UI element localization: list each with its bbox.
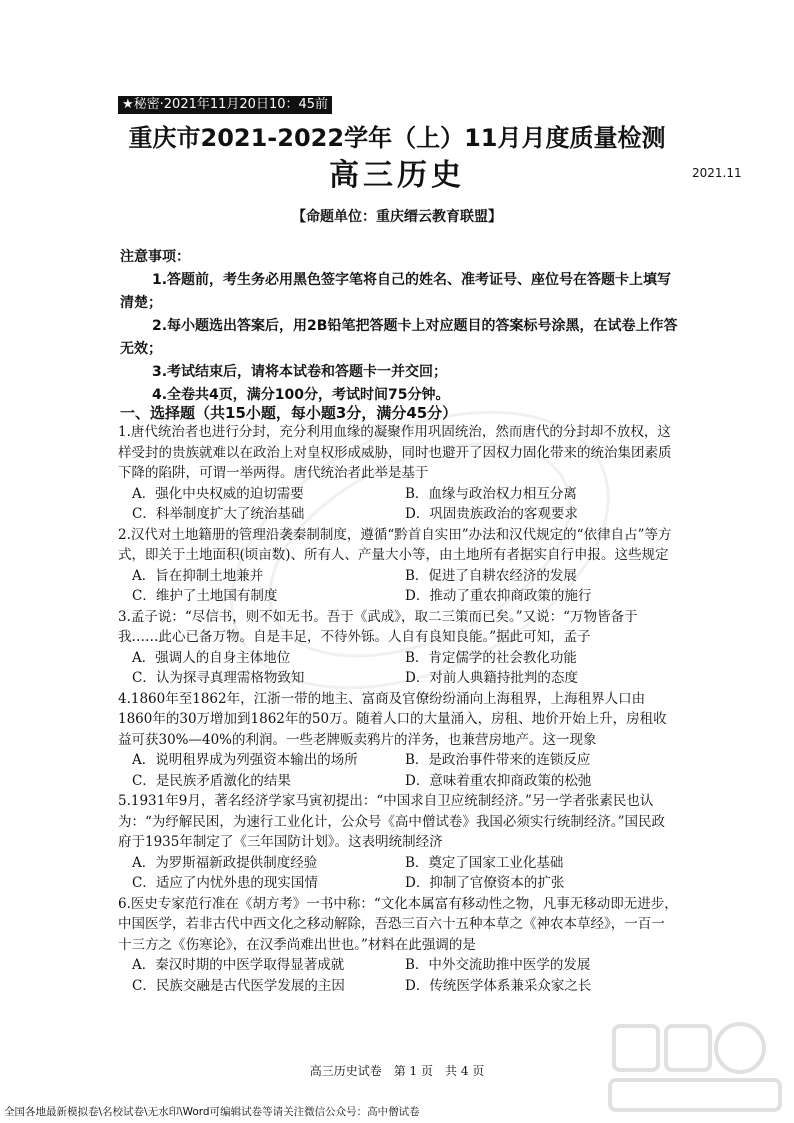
section-heading: 一、选择题（共15小题，每小题3分，满分45分） — [120, 404, 458, 422]
question — [118, 894, 678, 997]
option-c: C．适应了内忧外患的现实国情 — [132, 875, 318, 891]
bottom-note: 全国各地最新模拟卷\名校试卷\无水印\Word可编辑试卷等请关注微信公众号：高中僧试卷 — [4, 1106, 420, 1118]
option-d: D．巩固贵族政治的客观要求 — [405, 506, 578, 522]
instruction-item: 2.每小题选出答案后，用2B铅笔把答题卡上对应题目的答案标号涂黑，在试卷上作答无效； — [120, 318, 678, 357]
question-stem: 2.汉代对土地籍册的管理沿袭秦制制度，遵循“黔首自实田”办法和汉代规定的“依律自占”等方式，即关于土地面积(顷亩数)、所有人、产量大小等，由土地所有者据实自行申报。这些规定 — [118, 526, 672, 563]
confidential-label: ★秘密·2021年11月20日10：45前 — [118, 96, 332, 114]
option-b: B．奠定了国家工业化基础 — [405, 854, 564, 871]
instructions — [120, 246, 680, 407]
option-b: B．中外交流助推中医学的发展 — [405, 957, 591, 973]
option-c: C．科举制度扩大了统治基础 — [132, 506, 305, 522]
question — [118, 791, 678, 894]
question — [118, 607, 678, 689]
option-d: D．对前人典籍持批判的态度 — [405, 670, 578, 686]
question-stem: 5.1931年9月，著名经济学家马寅初提出：“中国求自卫应统制经济。”另一学者张素民也认为：“为纾解民困，为速行工业化计，公众号《高中僧试卷》我国必须实行统制经济。”国民政府于1935年制定了《三年国防计划》。这表明统制经济 — [118, 793, 666, 850]
question-stem: 6.医史专家范行准在《胡方考》一书中称：“文化本属富有移动性之物，凡事无移动即无进步，中国医学，若非古代中西文化之移动解除，吾恐三百六十五种本草之《神农本草经》，一百一十三方之《伤寒论》，在汉季尚难出世也。”材料在此强调的是 — [118, 895, 678, 953]
option-c: C．维护了土地国有制度 — [132, 588, 278, 604]
exam-title: 重庆市2021-2022学年（上）11月月度质量检测 — [128, 124, 666, 152]
instruction-item: 4.全卷共4页，满分100分，考试时间75分钟。 — [152, 387, 450, 403]
issuer-line: 【命题单位：重庆缙云教育联盟】 — [292, 209, 502, 225]
option-c: C．是民族矛盾激化的结果 — [132, 772, 291, 789]
options — [118, 853, 678, 894]
option-b: B．促进了自耕农经济的发展 — [405, 567, 577, 584]
option-b: B．血缘与政治权力相互分离 — [405, 485, 577, 502]
question-list — [118, 422, 678, 996]
option-a: A．强化中央权威的迫切需要 — [132, 485, 304, 502]
option-d: D．抑制了官僚资本的扩张 — [405, 875, 565, 891]
option-d: D．传统医学体系兼采众家之长 — [405, 977, 592, 994]
option-d: D．推动了重农抑商政策的施行 — [405, 588, 592, 604]
page-footer: 高三历史试卷 第 1 页 共 4 页 — [309, 1064, 485, 1078]
option-c: C．民族交融是古代医学发展的主因 — [132, 977, 345, 994]
options — [118, 566, 678, 607]
exam-date: 2021.11 — [692, 166, 742, 180]
option-d: D．意味着重农抑商政策的松弛 — [405, 772, 592, 789]
instructions-heading: 注意事项： — [120, 249, 190, 265]
option-a: A．秦汉时期的中医学取得显著成就 — [132, 957, 345, 973]
subject-title: 高三历史 — [329, 158, 465, 193]
options — [118, 484, 678, 525]
question-stem: 1.唐代统治者也进行分封，充分利用血缘的凝聚作用巩固统治，然而唐代的分封却不放权，这样受封的贵族就难以在政治上对皇权形成威胁，同时也避开了因权力固化带来的统治集团素质下降的陷阱，可谓一举两得。唐代统治者此举是基于 — [118, 424, 672, 481]
question — [118, 689, 678, 792]
brand-logo — [600, 1010, 790, 1120]
instruction-item: 1.答题前，考生务必用黑色签字笔将自己的姓名、准考证号、座位号在答题卡上填写清楚； — [120, 272, 672, 311]
instruction-item: 3.考试结束后，请将本试卷和答题卡一并交回； — [152, 364, 448, 380]
options — [118, 955, 678, 996]
option-a: A．旨在抑制土地兼并 — [132, 567, 264, 584]
options — [118, 750, 678, 791]
options — [118, 648, 678, 689]
option-b: B．是政治事件带来的连锁反应 — [405, 752, 591, 768]
question — [118, 422, 678, 525]
option-c: C．认为探寻真理需格物致知 — [132, 670, 305, 686]
question — [118, 525, 678, 607]
question-stem: 4.1860年至1862年，江浙一带的地主、富商及官僚纷纷涌向上海租界，上海租界人口由1860年的30万增加到1862年的50万。随着人口的大量涌入，房租、地价开始上升，房租收益可获30%—40%的利润。一些老牌贩卖鸦片的洋务，也兼营房地产。这一现象 — [118, 690, 667, 748]
option-a: A．为罗斯福新政提供制度经验 — [132, 854, 318, 871]
question-stem: 3.孟子说：“尽信书，则不如无书。吾于《武成》，取二三策而已矣。”又说：“万物皆备于我……此心已备万物。自是丰足，不待外铄。人自有良知良能。”据此可知，孟子 — [118, 608, 638, 645]
option-b: B．肯定儒学的社会教化功能 — [405, 649, 577, 666]
option-a: A．强调人的自身主体地位 — [132, 649, 291, 666]
option-a: A．说明租界成为列强资本输出的场所 — [132, 752, 358, 768]
